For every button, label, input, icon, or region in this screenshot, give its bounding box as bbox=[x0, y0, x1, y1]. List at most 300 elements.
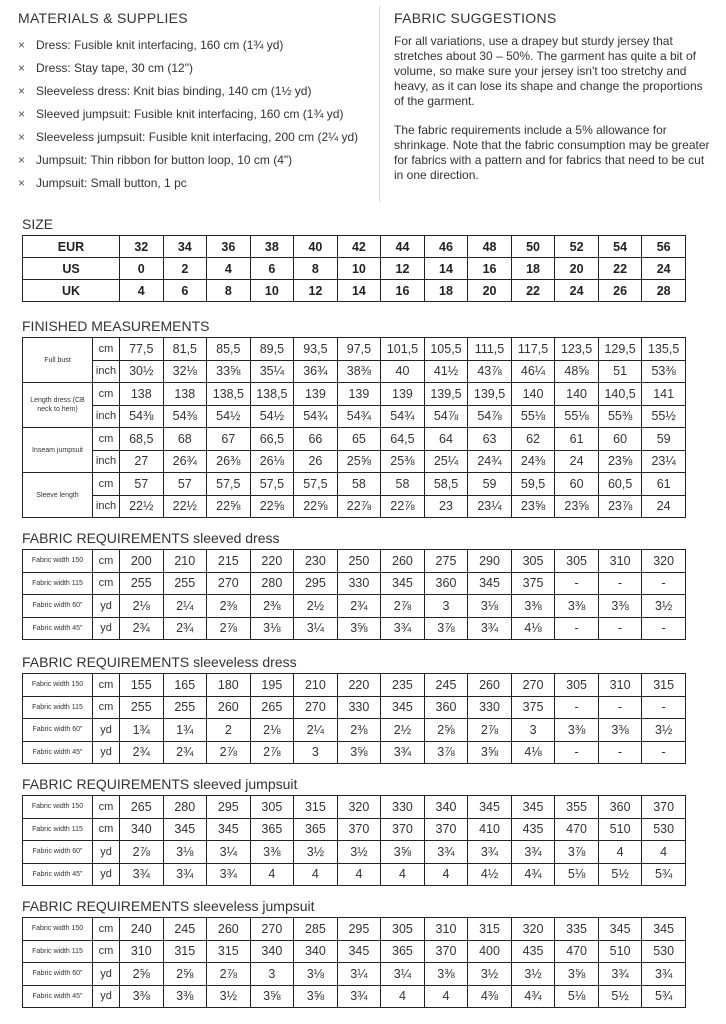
fabric-amount: 2¼ bbox=[294, 719, 338, 742]
fabric-requirements-table bbox=[22, 795, 686, 886]
measurement-value: 57 bbox=[163, 473, 207, 496]
fabric-amount: 2⅛ bbox=[250, 719, 294, 742]
fabric-amount: 260 bbox=[468, 674, 512, 697]
fabric-row bbox=[23, 841, 686, 864]
measurement-value: 138 bbox=[120, 383, 164, 406]
fabric-row bbox=[23, 719, 686, 742]
fabric-amount: 3¼ bbox=[381, 963, 425, 986]
fabric-amount: 320 bbox=[642, 550, 686, 573]
fabric-amount: 260 bbox=[381, 550, 425, 573]
measurement-label: Sleeve length bbox=[23, 473, 93, 518]
measurement-value: 139 bbox=[381, 383, 425, 406]
measurement-value: 46¼ bbox=[511, 360, 555, 383]
measurement-value: 140 bbox=[511, 383, 555, 406]
fabric-amount: 2¾ bbox=[163, 617, 207, 640]
measurement-value: 60 bbox=[555, 473, 599, 496]
fabric-amount: - bbox=[598, 696, 642, 719]
finished-measurements-table bbox=[22, 337, 686, 518]
measurement-value: 26¾ bbox=[163, 450, 207, 473]
fabric-amount: 370 bbox=[424, 818, 468, 841]
fabric-width-label: Fabric width 150 bbox=[23, 918, 93, 941]
fabric-amount: 3⅝ bbox=[337, 617, 381, 640]
measurement-value: 139 bbox=[294, 383, 338, 406]
fabric-width-label: Fabric width 115 bbox=[23, 818, 93, 841]
materials-item-text: Sleeveless dress: Knit bias binding, 140 cm (1½ yd) bbox=[36, 84, 312, 98]
fabric-amount: 4 bbox=[381, 985, 425, 1008]
size-table bbox=[22, 235, 686, 302]
materials-section bbox=[18, 10, 368, 195]
unit-label: inch bbox=[93, 495, 120, 518]
fabric-requirements-sleeved-jumpsuit bbox=[22, 776, 722, 886]
measurement-value: 58,5 bbox=[424, 473, 468, 496]
fabric-amount: 3⅞ bbox=[424, 741, 468, 764]
fabric-amount: 3¾ bbox=[642, 963, 686, 986]
cross-bullet-icon: × bbox=[18, 153, 26, 167]
fabric-amount: 4⅛ bbox=[511, 741, 555, 764]
unit-label: yd bbox=[93, 617, 120, 640]
unit-label: inch bbox=[93, 360, 120, 383]
fabric-amount: 195 bbox=[250, 674, 294, 697]
measurement-value: 24¾ bbox=[468, 450, 512, 473]
fabric-amount: 235 bbox=[381, 674, 425, 697]
fabric-row bbox=[23, 940, 686, 963]
measurement-value: 24 bbox=[642, 495, 686, 518]
fabric-amount: 3½ bbox=[294, 841, 338, 864]
fabric-amount: 330 bbox=[337, 572, 381, 595]
fabric-amount: 3¼ bbox=[207, 841, 251, 864]
fabric-amount: 435 bbox=[511, 940, 555, 963]
fabric-row bbox=[23, 863, 686, 886]
measurement-value: 138,5 bbox=[207, 383, 251, 406]
materials-item bbox=[18, 80, 368, 103]
fabric-amount: 370 bbox=[424, 940, 468, 963]
column-divider bbox=[379, 6, 380, 202]
fabric-amount: 3⅝ bbox=[337, 741, 381, 764]
fabric-row bbox=[23, 572, 686, 595]
fabric-amount: 2⅞ bbox=[381, 595, 425, 618]
fabric-row bbox=[23, 918, 686, 941]
fabric-amount: 3⅜ bbox=[555, 595, 599, 618]
measurement-value: 63 bbox=[468, 428, 512, 451]
fabric-amount: 4⅜ bbox=[468, 985, 512, 1008]
size-value: 40 bbox=[294, 236, 338, 258]
fabric-amount: 310 bbox=[598, 550, 642, 573]
fabric-amount: 3⅜ bbox=[250, 841, 294, 864]
fabric-amount: 265 bbox=[250, 696, 294, 719]
fabric-amount: 2½ bbox=[294, 595, 338, 618]
fabric-amount: 2⅛ bbox=[120, 595, 164, 618]
measurement-value: 53⅜ bbox=[642, 360, 686, 383]
fabric-amount: 370 bbox=[337, 818, 381, 841]
size-value: 4 bbox=[207, 258, 251, 280]
measurement-value: 54⅞ bbox=[468, 405, 512, 428]
measurement-value: 61 bbox=[555, 428, 599, 451]
unit-label: cm bbox=[93, 818, 120, 841]
unit-label: cm bbox=[93, 383, 120, 406]
measurement-value: 85,5 bbox=[207, 338, 251, 361]
fabric-amount: 270 bbox=[511, 674, 555, 697]
fabric-amount: 265 bbox=[120, 796, 164, 819]
materials-item bbox=[18, 103, 368, 126]
fabric-amount: 2¾ bbox=[163, 741, 207, 764]
size-value: 10 bbox=[250, 280, 294, 302]
measurement-value: 54¾ bbox=[381, 405, 425, 428]
fabric-amount: 5½ bbox=[598, 863, 642, 886]
fabric-amount: 4¾ bbox=[511, 863, 555, 886]
fabric-width-label: Fabric width 45" bbox=[23, 741, 93, 764]
fabric-amount: - bbox=[598, 572, 642, 595]
size-value: 0 bbox=[120, 258, 164, 280]
size-value: 18 bbox=[511, 258, 555, 280]
measurement-value: 139,5 bbox=[424, 383, 468, 406]
fabric-amount: 470 bbox=[555, 940, 599, 963]
fabric-amount: 3¾ bbox=[598, 963, 642, 986]
fabric-amount: 290 bbox=[468, 550, 512, 573]
fabric-amount: 1¾ bbox=[120, 719, 164, 742]
fabric-amount: 3⅞ bbox=[424, 617, 468, 640]
fabric-amount: 3¼ bbox=[337, 963, 381, 986]
fabric-amount: 5¾ bbox=[642, 863, 686, 886]
fabric-width-label: Fabric width 115 bbox=[23, 696, 93, 719]
size-value: 20 bbox=[468, 280, 512, 302]
fabric-amount: 3⅞ bbox=[555, 841, 599, 864]
fabric-amount: 4 bbox=[294, 863, 338, 886]
fabric-amount: 3⅝ bbox=[381, 841, 425, 864]
fabric-amount: 2⅝ bbox=[120, 963, 164, 986]
fabric-amount: 4 bbox=[250, 863, 294, 886]
fabric-amount: 3 bbox=[511, 719, 555, 742]
unit-label: cm bbox=[93, 550, 120, 573]
cross-bullet-icon: × bbox=[18, 130, 26, 144]
fabric-amount: 5¾ bbox=[642, 985, 686, 1008]
measurement-value: 24 bbox=[555, 450, 599, 473]
fabric-amount: 240 bbox=[120, 918, 164, 941]
cross-bullet-icon: × bbox=[18, 84, 26, 98]
measurement-value: 66,5 bbox=[250, 428, 294, 451]
fabric-amount: 280 bbox=[163, 796, 207, 819]
measurement-value: 26⅛ bbox=[250, 450, 294, 473]
measurement-value: 57 bbox=[120, 473, 164, 496]
fabric-amount: 210 bbox=[294, 674, 338, 697]
fabric-amount: 345 bbox=[381, 696, 425, 719]
measurement-value: 48⅝ bbox=[555, 360, 599, 383]
measurement-value: 33⅝ bbox=[207, 360, 251, 383]
fabric-amount: 210 bbox=[163, 550, 207, 573]
measurement-value: 25⅝ bbox=[337, 450, 381, 473]
fabric-amount: 275 bbox=[424, 550, 468, 573]
fabric-amount: 320 bbox=[511, 918, 555, 941]
fabric-amount: 255 bbox=[163, 696, 207, 719]
size-row bbox=[23, 258, 686, 280]
fabric-suggestion-paragraph: The fabric requirements include a 5% allowance for shrinkage. Note that the fabric consumption may be greater for fabrics with a pattern and for fabrics that need to be cut in one direction. bbox=[394, 123, 710, 182]
materials-item-text: Dress: Fusible knit interfacing, 160 cm (1¾ yd) bbox=[36, 38, 284, 52]
measurement-value: 57,5 bbox=[250, 473, 294, 496]
fabric-amount: 3⅜ bbox=[555, 719, 599, 742]
fabric-amount: 345 bbox=[468, 796, 512, 819]
fabric-amount: 255 bbox=[120, 696, 164, 719]
measurement-value: 123,5 bbox=[555, 338, 599, 361]
measurement-row bbox=[23, 450, 686, 473]
measurement-label: Inseam jumpsuit bbox=[23, 428, 93, 473]
unit-label: cm bbox=[93, 918, 120, 941]
materials-item-text: Dress: Stay tape, 30 cm (12") bbox=[36, 61, 193, 75]
fabric-amount: 4 bbox=[381, 863, 425, 886]
fabric-row bbox=[23, 796, 686, 819]
fabric-amount: - bbox=[598, 617, 642, 640]
finished-measurements-title: FINISHED MEASUREMENTS bbox=[22, 318, 210, 334]
fabric-amount: 345 bbox=[511, 796, 555, 819]
size-value: 20 bbox=[555, 258, 599, 280]
measurement-value: 22½ bbox=[120, 495, 164, 518]
cross-bullet-icon: × bbox=[18, 38, 26, 52]
fabric-amount: 305 bbox=[555, 550, 599, 573]
fabric-amount: 2¼ bbox=[163, 595, 207, 618]
fabric-amount: 245 bbox=[424, 674, 468, 697]
fabric-amount: 220 bbox=[337, 674, 381, 697]
fabric-amount: 3¾ bbox=[163, 863, 207, 886]
measurement-value: 22⅝ bbox=[250, 495, 294, 518]
size-value: 46 bbox=[424, 236, 468, 258]
measurement-value: 32⅛ bbox=[163, 360, 207, 383]
measurement-value: 101,5 bbox=[381, 338, 425, 361]
measurement-value: 57,5 bbox=[294, 473, 338, 496]
unit-label: cm bbox=[93, 473, 120, 496]
fabric-amount: 340 bbox=[120, 818, 164, 841]
measurement-value: 135,5 bbox=[642, 338, 686, 361]
measurement-value: 23⅝ bbox=[598, 450, 642, 473]
fabric-amount: 345 bbox=[642, 918, 686, 941]
fabric-row bbox=[23, 818, 686, 841]
fabric-amount: 3⅜ bbox=[120, 985, 164, 1008]
fabric-amount: 230 bbox=[294, 550, 338, 573]
fabric-width-label: Fabric width 60" bbox=[23, 963, 93, 986]
fabric-amount: 2¾ bbox=[120, 741, 164, 764]
fabric-amount: 530 bbox=[642, 940, 686, 963]
fabric-table-title: FABRIC REQUIREMENTS sleeved jumpsuit bbox=[22, 776, 298, 792]
fabric-amount: 360 bbox=[598, 796, 642, 819]
size-value: 26 bbox=[598, 280, 642, 302]
measurement-value: 54½ bbox=[207, 405, 251, 428]
fabric-amount: 335 bbox=[555, 918, 599, 941]
fabric-amount: 315 bbox=[468, 918, 512, 941]
fabric-amount: 315 bbox=[163, 940, 207, 963]
materials-item bbox=[18, 34, 368, 57]
fabric-amount: 3⅛ bbox=[468, 595, 512, 618]
fabric-amount: 4¾ bbox=[511, 985, 555, 1008]
fabric-amount: 340 bbox=[424, 796, 468, 819]
size-system-label: UK bbox=[23, 280, 120, 302]
cross-bullet-icon: × bbox=[18, 176, 26, 190]
size-row bbox=[23, 236, 686, 258]
size-value: 6 bbox=[250, 258, 294, 280]
measurement-value: 51 bbox=[598, 360, 642, 383]
fabric-row bbox=[23, 550, 686, 573]
fabric-amount: 215 bbox=[207, 550, 251, 573]
fabric-amount: 2⅜ bbox=[250, 595, 294, 618]
measurement-value: 54⅞ bbox=[424, 405, 468, 428]
fabric-amount: 255 bbox=[120, 572, 164, 595]
fabric-width-label: Fabric width 60" bbox=[23, 595, 93, 618]
materials-item bbox=[18, 149, 368, 172]
measurement-value: 57,5 bbox=[207, 473, 251, 496]
size-value: 36 bbox=[207, 236, 251, 258]
size-value: 14 bbox=[424, 258, 468, 280]
measurement-value: 54½ bbox=[250, 405, 294, 428]
fabric-amount: 3¾ bbox=[468, 841, 512, 864]
measurement-value: 139 bbox=[337, 383, 381, 406]
size-value: 8 bbox=[207, 280, 251, 302]
fabric-amount: 315 bbox=[294, 796, 338, 819]
fabric-amount: 360 bbox=[424, 572, 468, 595]
fabric-amount: 345 bbox=[381, 572, 425, 595]
fabric-requirements-sleeved-dress bbox=[22, 530, 722, 640]
fabric-amount: 5½ bbox=[598, 985, 642, 1008]
fabric-amount: 305 bbox=[555, 674, 599, 697]
measurement-value: 68 bbox=[163, 428, 207, 451]
unit-label: cm bbox=[93, 696, 120, 719]
cross-bullet-icon: × bbox=[18, 107, 26, 121]
measurement-value: 68,5 bbox=[120, 428, 164, 451]
fabric-amount: 295 bbox=[294, 572, 338, 595]
fabric-amount: 4 bbox=[424, 863, 468, 886]
fabric-amount: 365 bbox=[294, 818, 338, 841]
measurement-value: 54⅜ bbox=[163, 405, 207, 428]
fabric-amount: 200 bbox=[120, 550, 164, 573]
measurement-label: Length dress (CB neck to hem) bbox=[23, 383, 93, 428]
fabric-amount: 2⅝ bbox=[424, 719, 468, 742]
fabric-amount: 3½ bbox=[468, 963, 512, 986]
fabric-amount: 435 bbox=[511, 818, 555, 841]
size-value: 14 bbox=[337, 280, 381, 302]
fabric-requirements-sleeveless-jumpsuit bbox=[22, 898, 722, 1008]
fabric-amount: 295 bbox=[337, 918, 381, 941]
fabric-width-label: Fabric width 45" bbox=[23, 985, 93, 1008]
fabric-amount: 1¾ bbox=[163, 719, 207, 742]
fabric-amount: 180 bbox=[207, 674, 251, 697]
fabric-requirements-sleeveless-dress bbox=[22, 654, 722, 764]
size-value: 28 bbox=[642, 280, 686, 302]
fabric-amount: 310 bbox=[598, 674, 642, 697]
size-value: 22 bbox=[598, 258, 642, 280]
fabric-amount: 310 bbox=[120, 940, 164, 963]
unit-label: inch bbox=[93, 405, 120, 428]
unit-label: cm bbox=[93, 796, 120, 819]
fabric-requirements-table bbox=[22, 917, 686, 1008]
fabric-amount: - bbox=[555, 617, 599, 640]
size-value: 2 bbox=[163, 258, 207, 280]
fabric-amount: - bbox=[598, 741, 642, 764]
fabric-amount: 3⅝ bbox=[250, 985, 294, 1008]
fabric-row bbox=[23, 741, 686, 764]
measurement-value: 89,5 bbox=[250, 338, 294, 361]
measurement-value: 23¼ bbox=[468, 495, 512, 518]
measurement-value: 97,5 bbox=[337, 338, 381, 361]
fabric-amount: - bbox=[642, 741, 686, 764]
fabric-width-label: Fabric width 150 bbox=[23, 674, 93, 697]
measurement-value: 62 bbox=[511, 428, 555, 451]
measurement-value: 55⅛ bbox=[555, 405, 599, 428]
fabric-amount: 3½ bbox=[337, 841, 381, 864]
size-value: 32 bbox=[120, 236, 164, 258]
measurement-value: 77,5 bbox=[120, 338, 164, 361]
fabric-amount: 2⅞ bbox=[468, 719, 512, 742]
measurement-value: 59,5 bbox=[511, 473, 555, 496]
measurement-value: 58 bbox=[337, 473, 381, 496]
unit-label: yd bbox=[93, 963, 120, 986]
fabric-amount: 245 bbox=[163, 918, 207, 941]
size-value: 56 bbox=[642, 236, 686, 258]
fabric-row bbox=[23, 963, 686, 986]
materials-item bbox=[18, 126, 368, 149]
fabric-amount: 2⅞ bbox=[207, 741, 251, 764]
measurement-value: 139,5 bbox=[468, 383, 512, 406]
fabric-table-title: FABRIC REQUIREMENTS sleeved dress bbox=[22, 530, 280, 546]
fabric-amount: 400 bbox=[468, 940, 512, 963]
fabric-amount: 330 bbox=[337, 696, 381, 719]
fabric-amount: 280 bbox=[250, 572, 294, 595]
fabric-amount: 2⅜ bbox=[207, 595, 251, 618]
fabric-amount: 3 bbox=[250, 963, 294, 986]
size-value: 24 bbox=[642, 258, 686, 280]
measurement-value: 35¼ bbox=[250, 360, 294, 383]
measurement-value: 54¾ bbox=[337, 405, 381, 428]
fabric-amount: 2⅞ bbox=[207, 963, 251, 986]
measurement-value: 64,5 bbox=[381, 428, 425, 451]
unit-label: cm bbox=[93, 674, 120, 697]
fabric-amount: 4½ bbox=[468, 863, 512, 886]
fabric-amount: 345 bbox=[598, 918, 642, 941]
measurement-value: 40 bbox=[381, 360, 425, 383]
measurement-value: 36¾ bbox=[294, 360, 338, 383]
fabric-amount: 3¾ bbox=[381, 741, 425, 764]
fabric-table-title: FABRIC REQUIREMENTS sleeveless dress bbox=[22, 654, 297, 670]
fabric-amount: 310 bbox=[424, 918, 468, 941]
fabric-amount: - bbox=[555, 741, 599, 764]
fabric-amount: 285 bbox=[294, 918, 338, 941]
size-value: 4 bbox=[120, 280, 164, 302]
fabric-amount: - bbox=[642, 696, 686, 719]
measurement-row bbox=[23, 473, 686, 496]
size-value: 12 bbox=[294, 280, 338, 302]
size-value: 10 bbox=[337, 258, 381, 280]
measurement-value: 55⅜ bbox=[598, 405, 642, 428]
measurement-value: 38⅜ bbox=[337, 360, 381, 383]
measurement-row bbox=[23, 338, 686, 361]
size-value: 48 bbox=[468, 236, 512, 258]
fabric-amount: - bbox=[642, 617, 686, 640]
fabric-row bbox=[23, 617, 686, 640]
fabric-width-label: Fabric width 115 bbox=[23, 572, 93, 595]
measurement-value: 111,5 bbox=[468, 338, 512, 361]
measurement-value: 41½ bbox=[424, 360, 468, 383]
fabric-amount: 270 bbox=[250, 918, 294, 941]
fabric-amount: 3⅛ bbox=[294, 963, 338, 986]
materials-item-text: Sleeved jumpsuit: Fusible knit interfacing, 160 cm (1¾ yd) bbox=[36, 107, 344, 121]
measurement-value: 25¼ bbox=[424, 450, 468, 473]
fabric-amount: 3¼ bbox=[294, 617, 338, 640]
fabric-amount: 3⅜ bbox=[598, 595, 642, 618]
measurement-value: 59 bbox=[642, 428, 686, 451]
fabric-amount: 3⅝ bbox=[555, 963, 599, 986]
measurement-value: 58 bbox=[381, 473, 425, 496]
fabric-amount: 2⅞ bbox=[120, 841, 164, 864]
size-system-label: US bbox=[23, 258, 120, 280]
size-value: 16 bbox=[381, 280, 425, 302]
finished-measurements-section bbox=[22, 318, 722, 518]
fabric-amount: 3½ bbox=[642, 719, 686, 742]
fabric-amount: 3⅜ bbox=[424, 963, 468, 986]
fabric-amount: 3 bbox=[294, 741, 338, 764]
